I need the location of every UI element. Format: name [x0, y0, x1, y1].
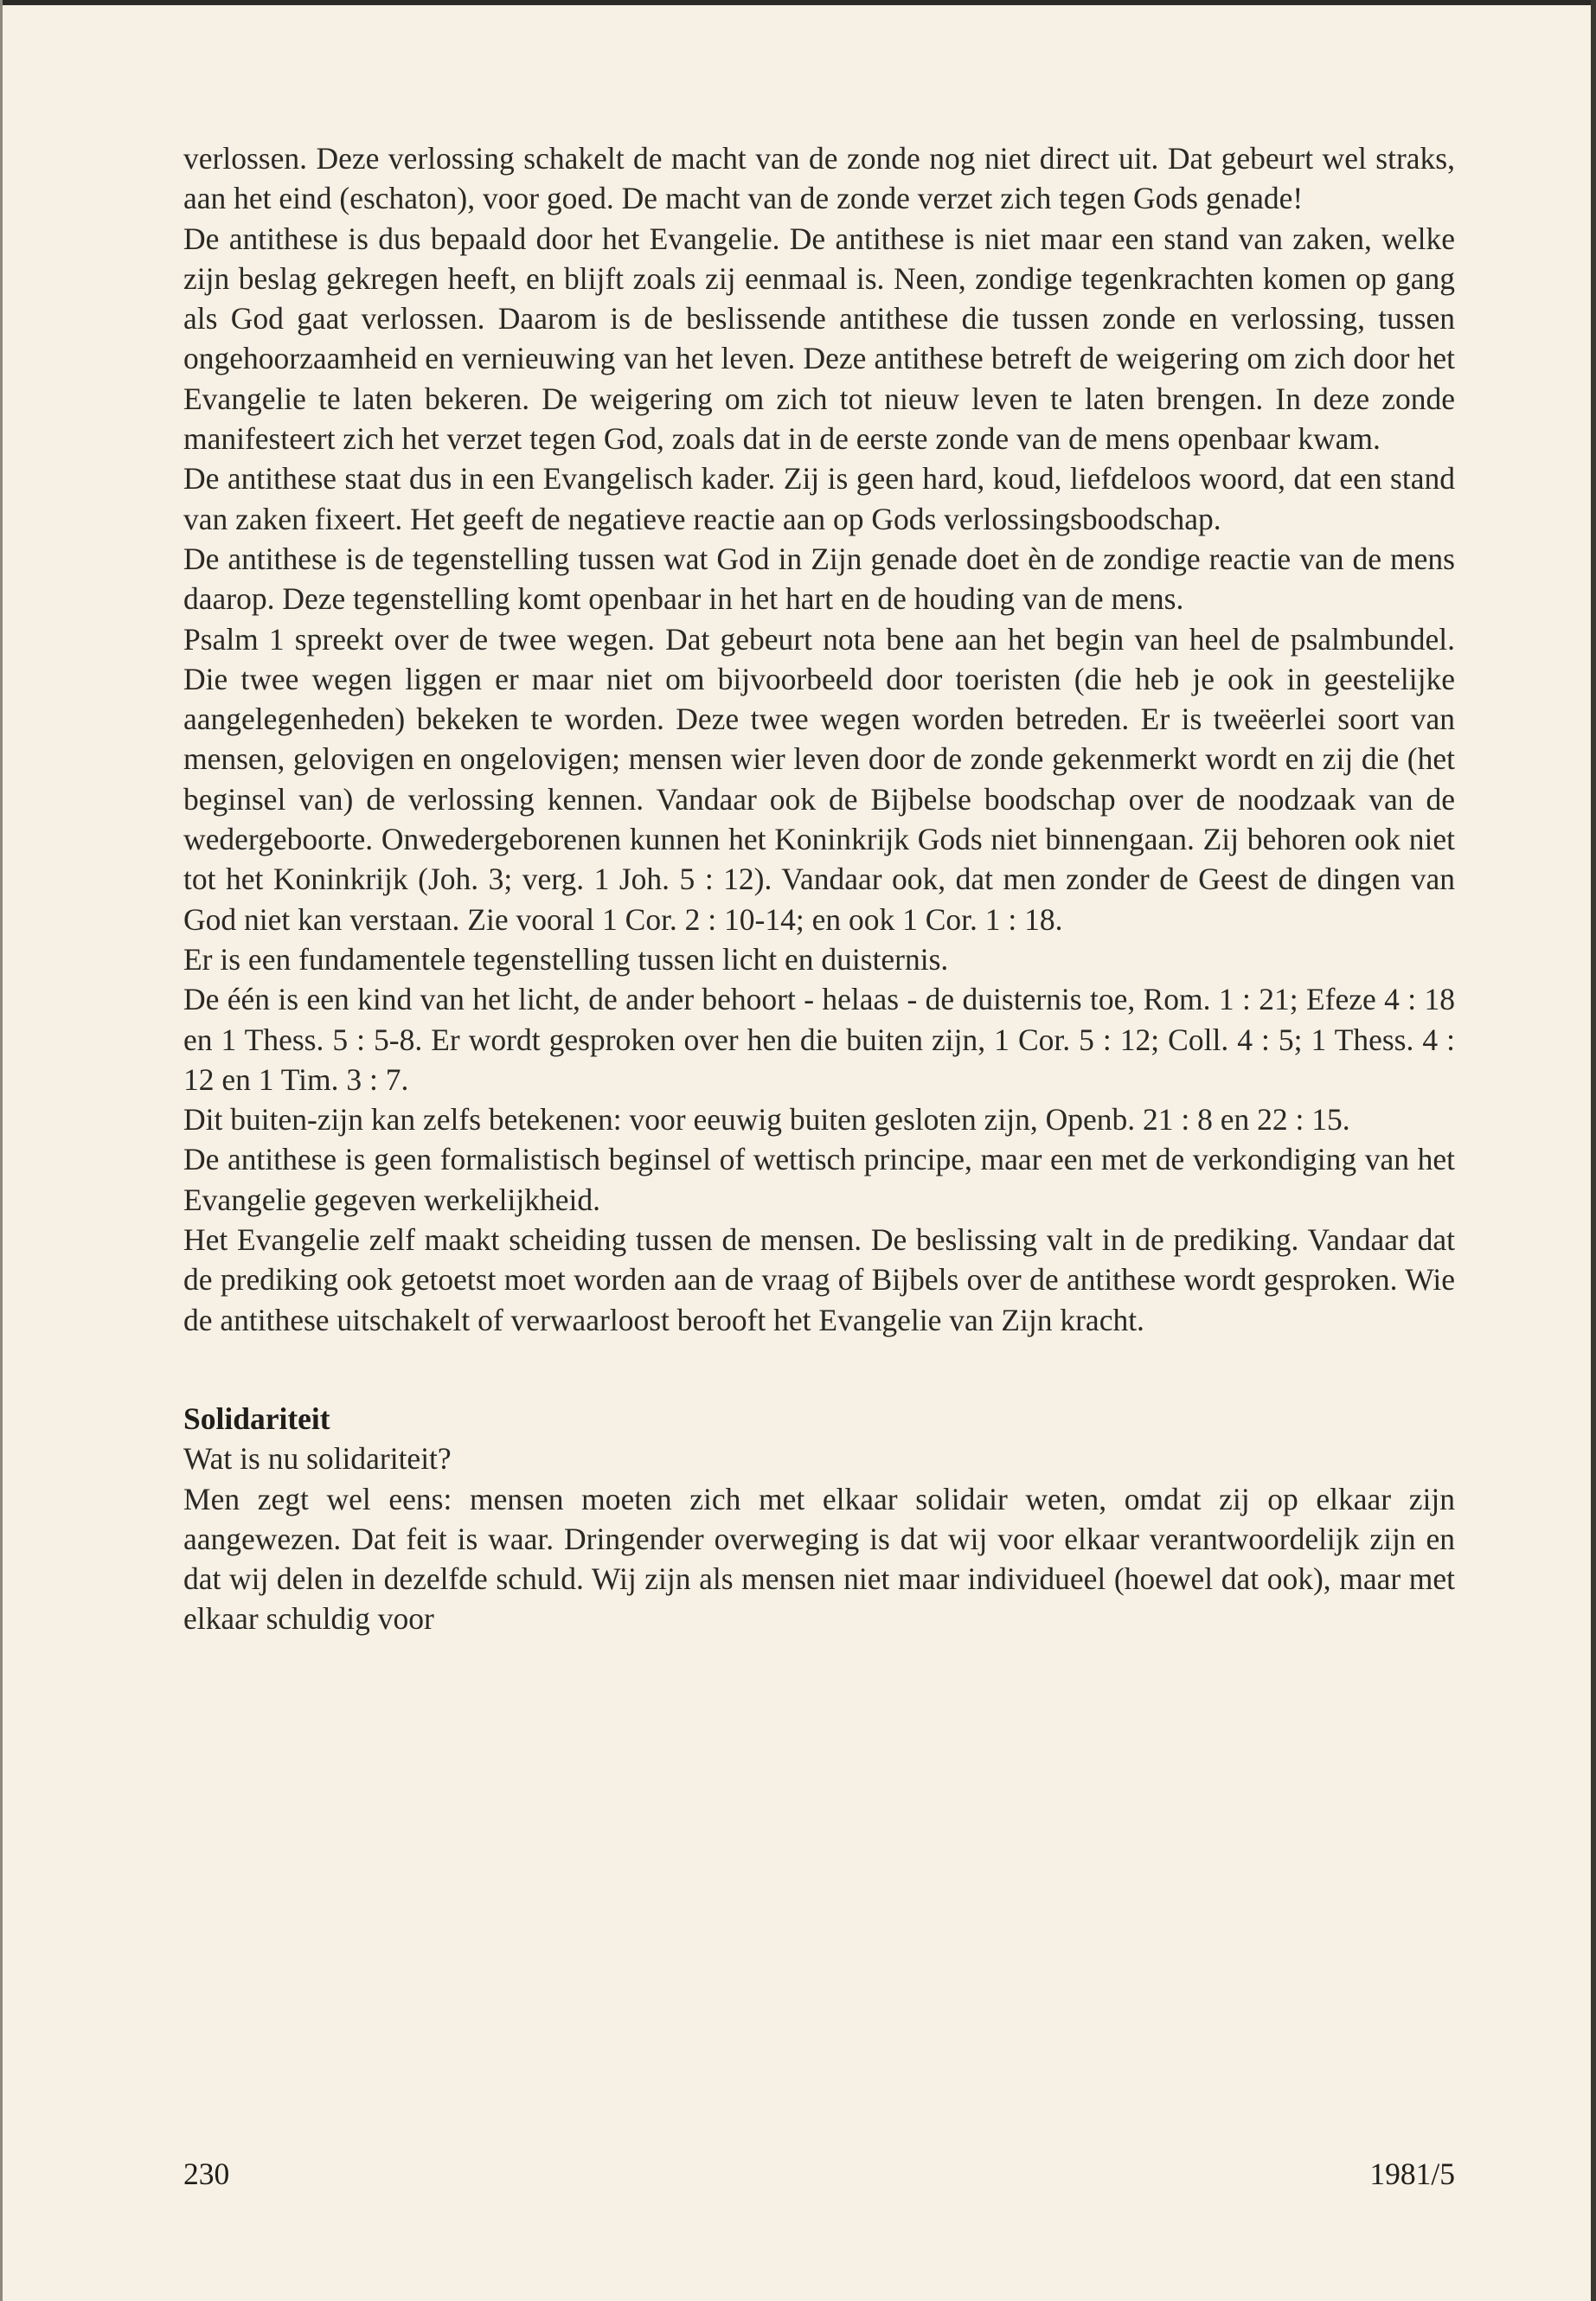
scan-edge-right	[1591, 0, 1596, 2301]
paragraph: De antithese is dus bepaald door het Evangelie. De antithese is niet maar een stand van zaken, welke zijn beslag gekregen heeft, en blijft zoals zij eenmaal is. Neen, zondige tegenkrachten komen op gang als God gaat verlossen. Daarom is de beslissende antithese die tussen zonde en verlossing, tussen ongehoorzaamheid en vernieuwing van het leven. Deze antithese betreft de weigering om zich door het Evangelie te laten bekeren. De weigering om zich tot nieuw leven te laten brengen. In deze zonde manifesteert zich het verzet tegen God, zoals dat in de eerste zonde van de mens openbaar kwam.	[183, 221, 1455, 457]
paragraph: verlossen. Deze verlossing schakelt de macht van de zonde nog niet direct uit. Dat gebeurt wel straks, aan het eind (eschaton), voor goed. De macht van de zonde verzet zich tegen Gods genade!	[183, 141, 1455, 216]
paragraph: De antithese is de tegenstelling tussen wat God in Zijn genade doet èn de zondige reactie van de mens daarop. Deze tegenstelling komt openbaar in het hart en de houding van de mens.	[183, 541, 1455, 617]
paragraph: Men zegt wel eens: mensen moeten zich met elkaar solidair weten, omdat zij op elkaar zijn aangewezen. Dat feit is waar. Dringender overweging is dat wij voor elkaar verantwoordelijk zijn en dat wij delen in dezelfde schuld. Wij zijn als mensen niet maar individueel (hoewel dat ook), maar met elkaar schuldig voor	[183, 1481, 1455, 1637]
paragraph: Wat is nu solidariteit?	[183, 1441, 452, 1477]
paragraph: De antithese is geen formalistisch beginsel of wettisch principe, maar een met de verkondiging van het Evangelie gegeven werkelijkheid.	[183, 1142, 1455, 1217]
paragraph: Dit buiten-zijn kan zelfs betekenen: voor eeuwig buiten gesloten zijn, Openb. 21 : 8 en 22 : 15.	[183, 1102, 1350, 1138]
section-spacer	[183, 1340, 1455, 1399]
paragraph: De één is een kind van het licht, de ander behoort - helaas - de duisternis toe, Rom. 1 : 21; Efeze 4 : 18 en 1 Thess. 5 : 5-8. Er wordt gesproken over hen die buiten zijn, 1 Cor. 5 : 12; Coll. 4 : 5; 1 Thess. 4 : 12 en 1 Tim. 3 : 7.	[183, 982, 1455, 1097]
issue-label: 1981/5	[1369, 2157, 1455, 2191]
paragraph: Psalm 1 spreekt over de twee wegen. Dat gebeurt nota bene aan het begin van heel de psalmbundel. Die twee wegen liggen er maar niet om bijvoorbeeld door toeristen (die heb je ook in geestelijke aangelegenheden) bekeken te worden. Deze twee wegen worden betreden. Er is tweëerlei soort van mensen, gelovigen en ongelovigen; mensen wier leven door de zonde gekenmerkt wordt en zij die (het beginsel van) de verlossing kennen. Vandaar ook de Bijbelse boodschap over de noodzaak van de wedergeboorte. Onwedergeborenen kunnen het Koninkrijk Gods niet binnengaan. Zij behoren ook niet tot het Koninkrijk (Joh. 3; verg. 1 Joh. 5 : 12). Vandaar ook, dat men zonder de Geest de dingen van God niet kan verstaan. Zie vooral 1 Cor. 2 : 10-14; en ook 1 Cor. 1 : 18.	[183, 621, 1455, 937]
paragraph: De antithese staat dus in een Evangelisch kader. Zij is geen hard, koud, liefdeloos woord, dat een stand van zaken fixeert. Het geeft de negatieve reactie aan op Gods verlossingsboodschap.	[183, 461, 1455, 536]
paragraph: Er is een fundamentele tegenstelling tussen licht en duisternis.	[183, 941, 949, 977]
scan-edge-left	[0, 0, 3, 2301]
section-heading: Solidariteit	[183, 1400, 330, 1436]
scan-edge-top	[0, 0, 1596, 5]
page-footer	[183, 2156, 1455, 2192]
page-number: 230	[183, 2157, 230, 2191]
paragraph: Het Evangelie zelf maakt scheiding tussen de mensen. De beslissing valt in de prediking. Vandaar dat de prediking ook getoetst moet worden aan de vraag of Bijbels over de antithese wordt gesproken. Wie de antithese uitschakelt of verwaarloost berooft het Evangelie van Zijn kracht.	[183, 1222, 1455, 1337]
body-text	[183, 138, 1455, 1639]
